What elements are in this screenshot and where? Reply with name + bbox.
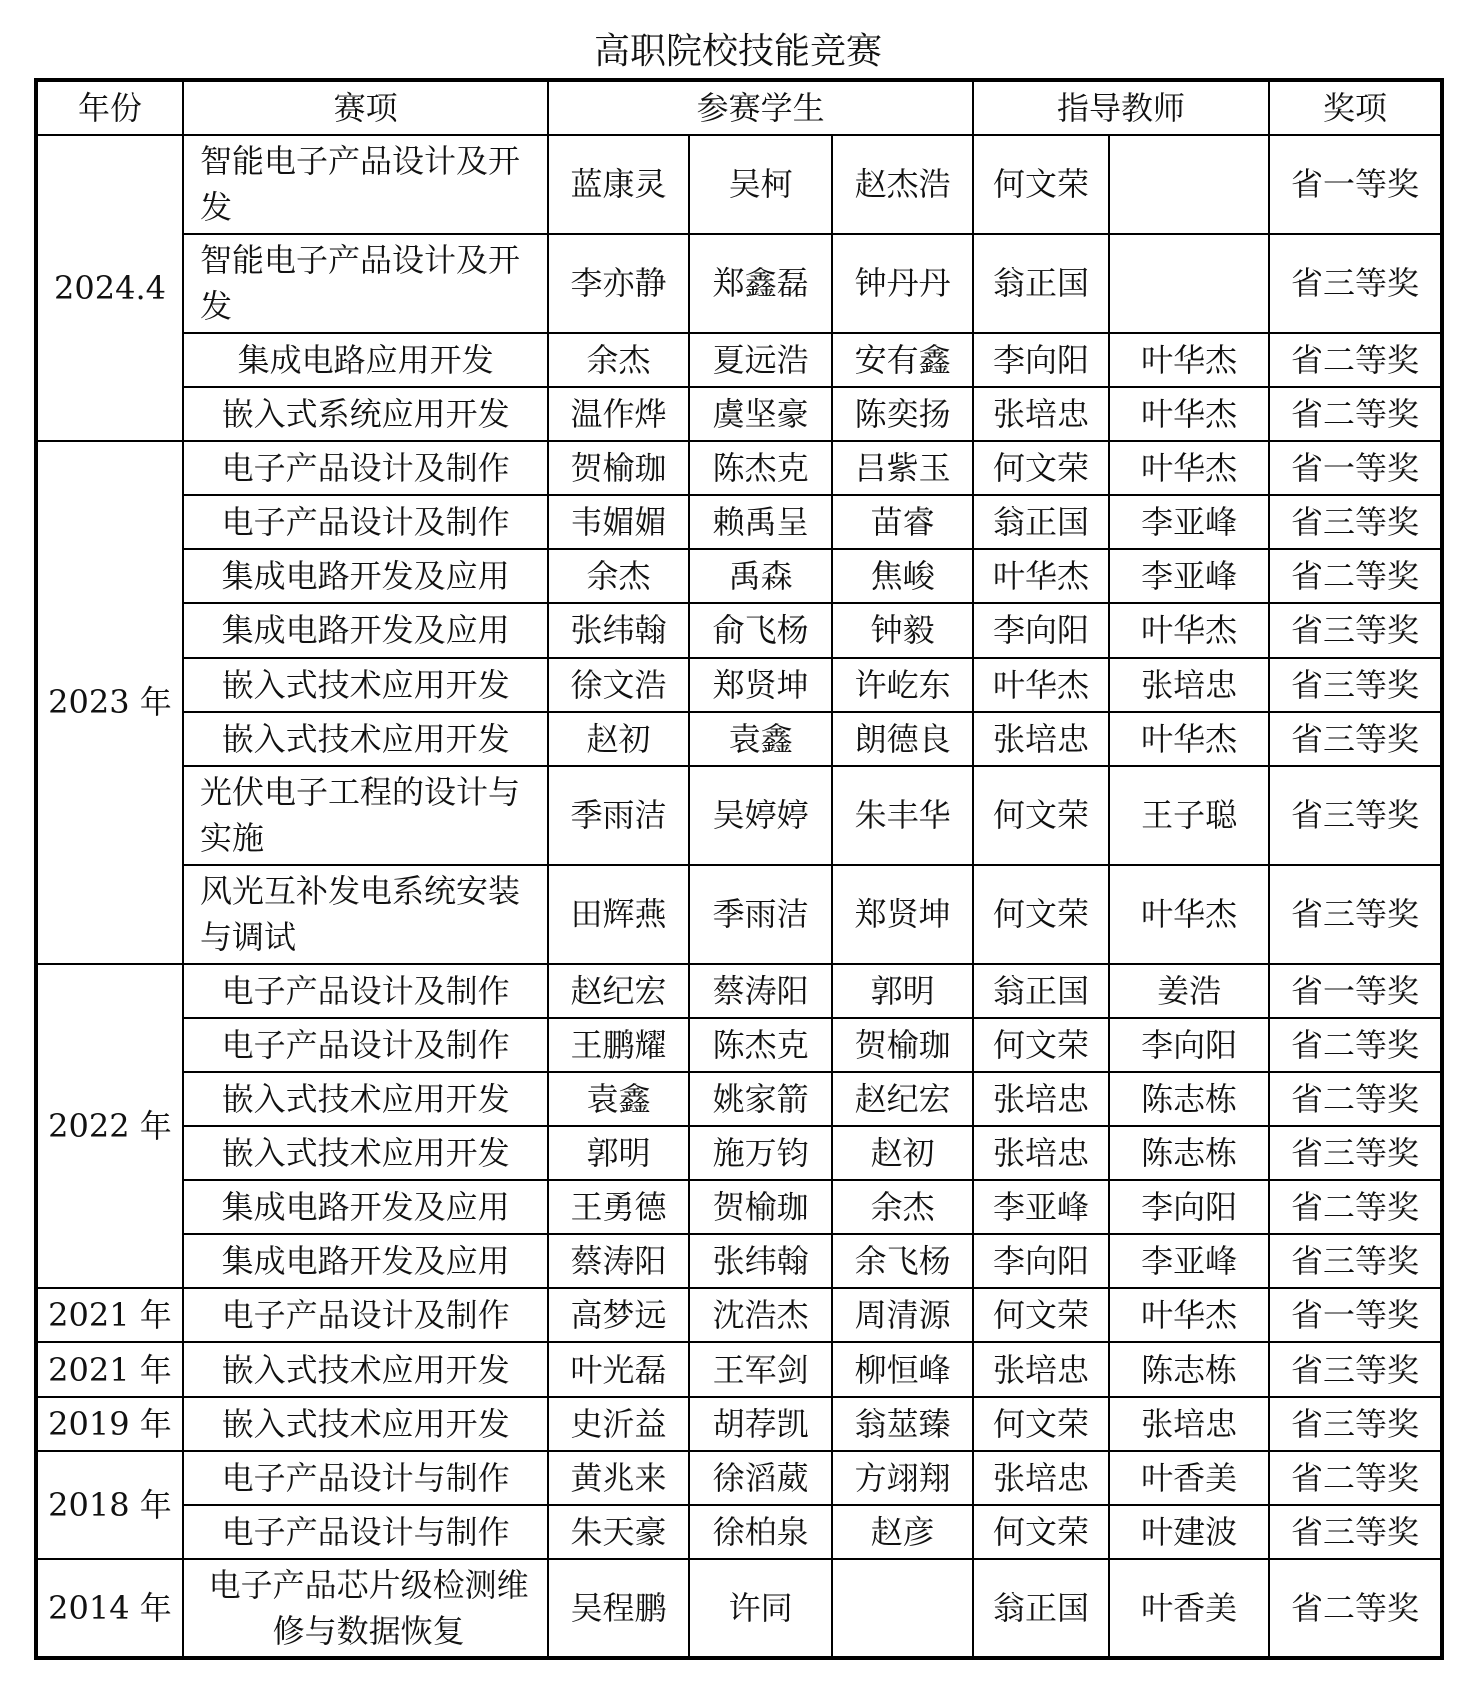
- teacher-cell: 叶香美: [1109, 1559, 1269, 1658]
- table-row: [36, 658, 1442, 712]
- student-cell: 赵杰浩: [832, 135, 973, 234]
- teacher-cell: 张培忠: [1109, 1397, 1269, 1451]
- student-cell: 郭明: [832, 964, 973, 1018]
- student-cell: [832, 1559, 973, 1658]
- award-cell: 省三等奖: [1269, 1397, 1442, 1451]
- table-row: [36, 333, 1442, 387]
- teacher-cell: 叶华杰: [1109, 865, 1269, 964]
- award-cell: 省三等奖: [1269, 603, 1442, 657]
- award-cell: 省一等奖: [1269, 1288, 1442, 1342]
- header-year: 年份: [36, 80, 183, 135]
- student-cell: 吴柯: [689, 135, 833, 234]
- table-row: [36, 1234, 1442, 1288]
- event-cell: 电子产品设计及制作: [183, 1018, 548, 1072]
- student-cell: 袁鑫: [548, 1072, 688, 1126]
- teacher-cell: 张培忠: [973, 1126, 1109, 1180]
- student-cell: 蔡涛阳: [689, 964, 833, 1018]
- event-cell: 电子产品设计及制作: [183, 964, 548, 1018]
- teacher-cell: 李向阳: [973, 1234, 1109, 1288]
- student-cell: 韦媚媚: [548, 495, 688, 549]
- teacher-cell: 陈志栋: [1109, 1072, 1269, 1126]
- student-cell: 袁鑫: [689, 712, 833, 766]
- teacher-cell: 张培忠: [973, 1072, 1109, 1126]
- event-cell: 嵌入式技术应用开发: [183, 712, 548, 766]
- table-row: [36, 549, 1442, 603]
- competition-table: [34, 78, 1444, 1660]
- teacher-cell: 陈志栋: [1109, 1126, 1269, 1180]
- student-cell: 朱天豪: [548, 1505, 688, 1559]
- table-row: [36, 135, 1442, 234]
- student-cell: 郑贤坤: [832, 865, 973, 964]
- student-cell: 温作烨: [548, 387, 688, 441]
- table-row: [36, 1397, 1442, 1451]
- event-cell: 电子产品设计及制作: [183, 1288, 548, 1342]
- teacher-cell: 叶华杰: [973, 549, 1109, 603]
- event-cell: 光伏电子工程的设计与实施: [183, 766, 548, 865]
- header-award: 奖项: [1269, 80, 1442, 135]
- table-row: [36, 712, 1442, 766]
- header-teachers: 指导教师: [973, 80, 1269, 135]
- teacher-cell: 叶华杰: [1109, 1288, 1269, 1342]
- student-cell: 蓝康灵: [548, 135, 688, 234]
- event-cell: 风光互补发电系统安装与调试: [183, 865, 548, 964]
- table-row: [36, 1505, 1442, 1559]
- award-cell: 省一等奖: [1269, 964, 1442, 1018]
- teacher-cell: 李亚峰: [973, 1180, 1109, 1234]
- event-cell: 嵌入式技术应用开发: [183, 1397, 548, 1451]
- year-cell: 2024.4: [36, 135, 183, 441]
- award-cell: 省二等奖: [1269, 387, 1442, 441]
- table-body: [36, 135, 1442, 1658]
- student-cell: 许屹东: [832, 658, 973, 712]
- table-row: [36, 441, 1442, 495]
- event-cell: 智能电子产品设计及开发: [183, 135, 548, 234]
- table-row: [36, 234, 1442, 333]
- award-cell: 省三等奖: [1269, 1505, 1442, 1559]
- teacher-cell: 叶香美: [1109, 1451, 1269, 1505]
- event-cell: 嵌入式技术应用开发: [183, 1342, 548, 1396]
- student-cell: 黄兆来: [548, 1451, 688, 1505]
- teacher-cell: 何文荣: [973, 1397, 1109, 1451]
- student-cell: 翁莁臻: [832, 1397, 973, 1451]
- student-cell: 吕紫玉: [832, 441, 973, 495]
- student-cell: 赖禹呈: [689, 495, 833, 549]
- award-cell: 省三等奖: [1269, 1342, 1442, 1396]
- student-cell: 苗睿: [832, 495, 973, 549]
- student-cell: 王鹏耀: [548, 1018, 688, 1072]
- year-cell: 2014 年: [36, 1559, 183, 1658]
- student-cell: 俞飞杨: [689, 603, 833, 657]
- table-row: [36, 865, 1442, 964]
- student-cell: 郭明: [548, 1126, 688, 1180]
- student-cell: 张纬翰: [689, 1234, 833, 1288]
- student-cell: 赵初: [832, 1126, 973, 1180]
- student-cell: 陈杰克: [689, 441, 833, 495]
- student-cell: 徐滔葳: [689, 1451, 833, 1505]
- teacher-cell: 叶华杰: [1109, 603, 1269, 657]
- student-cell: 吴婷婷: [689, 766, 833, 865]
- table-row: [36, 1126, 1442, 1180]
- year-cell: 2018 年: [36, 1451, 183, 1559]
- student-cell: 叶光磊: [548, 1342, 688, 1396]
- teacher-cell: 李向阳: [1109, 1018, 1269, 1072]
- event-cell: 集成电路开发及应用: [183, 1180, 548, 1234]
- student-cell: 季雨洁: [689, 865, 833, 964]
- table-row: [36, 1180, 1442, 1234]
- student-cell: 徐柏泉: [689, 1505, 833, 1559]
- student-cell: 胡荐凯: [689, 1397, 833, 1451]
- student-cell: 许同: [689, 1559, 833, 1658]
- year-cell: 2023 年: [36, 441, 183, 964]
- student-cell: 赵彦: [832, 1505, 973, 1559]
- student-cell: 季雨洁: [548, 766, 688, 865]
- student-cell: 王军剑: [689, 1342, 833, 1396]
- student-cell: 陈奕扬: [832, 387, 973, 441]
- student-cell: 朱丰华: [832, 766, 973, 865]
- student-cell: 李亦静: [548, 234, 688, 333]
- student-cell: 贺榆珈: [832, 1018, 973, 1072]
- student-cell: 姚家箭: [689, 1072, 833, 1126]
- event-cell: 电子产品设计与制作: [183, 1451, 548, 1505]
- event-cell: 集成电路开发及应用: [183, 603, 548, 657]
- student-cell: 贺榆珈: [689, 1180, 833, 1234]
- teacher-cell: 李向阳: [973, 603, 1109, 657]
- student-cell: 贺榆珈: [548, 441, 688, 495]
- student-cell: 夏远浩: [689, 333, 833, 387]
- award-cell: 省二等奖: [1269, 1018, 1442, 1072]
- table-row: [36, 1342, 1442, 1396]
- teacher-cell: 李亚峰: [1109, 1234, 1269, 1288]
- teacher-cell: 李向阳: [1109, 1180, 1269, 1234]
- student-cell: 虞坚豪: [689, 387, 833, 441]
- event-cell: 电子产品设计与制作: [183, 1505, 548, 1559]
- award-cell: 省二等奖: [1269, 1451, 1442, 1505]
- student-cell: 周清源: [832, 1288, 973, 1342]
- teacher-cell: [1109, 234, 1269, 333]
- event-cell: 集成电路开发及应用: [183, 549, 548, 603]
- student-cell: 余飞杨: [832, 1234, 973, 1288]
- student-cell: 赵初: [548, 712, 688, 766]
- teacher-cell: [1109, 135, 1269, 234]
- teacher-cell: 翁正国: [973, 964, 1109, 1018]
- teacher-cell: 何文荣: [973, 1505, 1109, 1559]
- award-cell: 省三等奖: [1269, 865, 1442, 964]
- student-cell: 史沂益: [548, 1397, 688, 1451]
- event-cell: 电子产品设计及制作: [183, 495, 548, 549]
- event-cell: 嵌入式技术应用开发: [183, 1126, 548, 1180]
- teacher-cell: 李亚峰: [1109, 495, 1269, 549]
- student-cell: 钟毅: [832, 603, 973, 657]
- teacher-cell: 李向阳: [973, 333, 1109, 387]
- teacher-cell: 陈志栋: [1109, 1342, 1269, 1396]
- table-row: [36, 495, 1442, 549]
- event-cell: 集成电路应用开发: [183, 333, 548, 387]
- award-cell: 省二等奖: [1269, 333, 1442, 387]
- student-cell: 赵纪宏: [832, 1072, 973, 1126]
- award-cell: 省三等奖: [1269, 766, 1442, 865]
- table-row: [36, 766, 1442, 865]
- student-cell: 钟丹丹: [832, 234, 973, 333]
- table-row: [36, 1559, 1442, 1658]
- header-row: [36, 80, 1442, 135]
- teacher-cell: 何文荣: [973, 766, 1109, 865]
- student-cell: 柳恒峰: [832, 1342, 973, 1396]
- teacher-cell: 叶华杰: [1109, 712, 1269, 766]
- award-cell: 省三等奖: [1269, 495, 1442, 549]
- teacher-cell: 张培忠: [973, 1451, 1109, 1505]
- table-row: [36, 1072, 1442, 1126]
- teacher-cell: 张培忠: [973, 712, 1109, 766]
- student-cell: 高梦远: [548, 1288, 688, 1342]
- award-cell: 省二等奖: [1269, 1072, 1442, 1126]
- teacher-cell: 叶华杰: [1109, 441, 1269, 495]
- event-cell: 电子产品芯片级检测维修与数据恢复: [183, 1559, 548, 1658]
- award-cell: 省三等奖: [1269, 234, 1442, 333]
- award-cell: 省二等奖: [1269, 549, 1442, 603]
- teacher-cell: 叶华杰: [1109, 387, 1269, 441]
- event-cell: 电子产品设计及制作: [183, 441, 548, 495]
- student-cell: 张纬翰: [548, 603, 688, 657]
- student-cell: 余杰: [548, 333, 688, 387]
- student-cell: 安有鑫: [832, 333, 973, 387]
- teacher-cell: 姜浩: [1109, 964, 1269, 1018]
- table-row: [36, 1288, 1442, 1342]
- student-cell: 禹森: [689, 549, 833, 603]
- student-cell: 蔡涛阳: [548, 1234, 688, 1288]
- award-cell: 省二等奖: [1269, 1180, 1442, 1234]
- student-cell: 沈浩杰: [689, 1288, 833, 1342]
- teacher-cell: 叶建波: [1109, 1505, 1269, 1559]
- student-cell: 郑鑫磊: [689, 234, 833, 333]
- header-students: 参赛学生: [548, 80, 973, 135]
- award-cell: 省三等奖: [1269, 1126, 1442, 1180]
- student-cell: 田辉燕: [548, 865, 688, 964]
- table-row: [36, 603, 1442, 657]
- teacher-cell: 张培忠: [1109, 658, 1269, 712]
- event-cell: 嵌入式技术应用开发: [183, 658, 548, 712]
- year-cell: 2019 年: [36, 1397, 183, 1451]
- award-cell: 省一等奖: [1269, 441, 1442, 495]
- student-cell: 余杰: [548, 549, 688, 603]
- teacher-cell: 张培忠: [973, 1342, 1109, 1396]
- header-event: 赛项: [183, 80, 548, 135]
- student-cell: 王勇德: [548, 1180, 688, 1234]
- teacher-cell: 翁正国: [973, 1559, 1109, 1658]
- teacher-cell: 何文荣: [973, 1018, 1109, 1072]
- table-row: [36, 1018, 1442, 1072]
- event-cell: 智能电子产品设计及开发: [183, 234, 548, 333]
- teacher-cell: 翁正国: [973, 495, 1109, 549]
- student-cell: 方翊翔: [832, 1451, 973, 1505]
- teacher-cell: 叶华杰: [973, 658, 1109, 712]
- year-cell: 2021 年: [36, 1342, 183, 1396]
- teacher-cell: 何文荣: [973, 1288, 1109, 1342]
- teacher-cell: 李亚峰: [1109, 549, 1269, 603]
- year-cell: 2022 年: [36, 964, 183, 1289]
- student-cell: 朗德良: [832, 712, 973, 766]
- teacher-cell: 叶华杰: [1109, 333, 1269, 387]
- student-cell: 施万钧: [689, 1126, 833, 1180]
- student-cell: 郑贤坤: [689, 658, 833, 712]
- award-cell: 省三等奖: [1269, 1234, 1442, 1288]
- event-cell: 嵌入式系统应用开发: [183, 387, 548, 441]
- event-cell: 集成电路开发及应用: [183, 1234, 548, 1288]
- teacher-cell: 翁正国: [973, 234, 1109, 333]
- student-cell: 徐文浩: [548, 658, 688, 712]
- award-cell: 省一等奖: [1269, 135, 1442, 234]
- teacher-cell: 张培忠: [973, 387, 1109, 441]
- student-cell: 焦峻: [832, 549, 973, 603]
- award-cell: 省三等奖: [1269, 712, 1442, 766]
- student-cell: 余杰: [832, 1180, 973, 1234]
- teacher-cell: 何文荣: [973, 135, 1109, 234]
- teacher-cell: 何文荣: [973, 441, 1109, 495]
- award-cell: 省三等奖: [1269, 658, 1442, 712]
- student-cell: 赵纪宏: [548, 964, 688, 1018]
- table-row: [36, 387, 1442, 441]
- teacher-cell: 何文荣: [973, 865, 1109, 964]
- teacher-cell: 王子聪: [1109, 766, 1269, 865]
- event-cell: 嵌入式技术应用开发: [183, 1072, 548, 1126]
- year-cell: 2021 年: [36, 1288, 183, 1342]
- table-row: [36, 964, 1442, 1018]
- page-title: 高职院校技能竞赛: [593, 31, 882, 72]
- student-cell: 吴程鹏: [548, 1559, 688, 1658]
- award-cell: 省二等奖: [1269, 1559, 1442, 1658]
- table-row: [36, 1451, 1442, 1505]
- student-cell: 陈杰克: [689, 1018, 833, 1072]
